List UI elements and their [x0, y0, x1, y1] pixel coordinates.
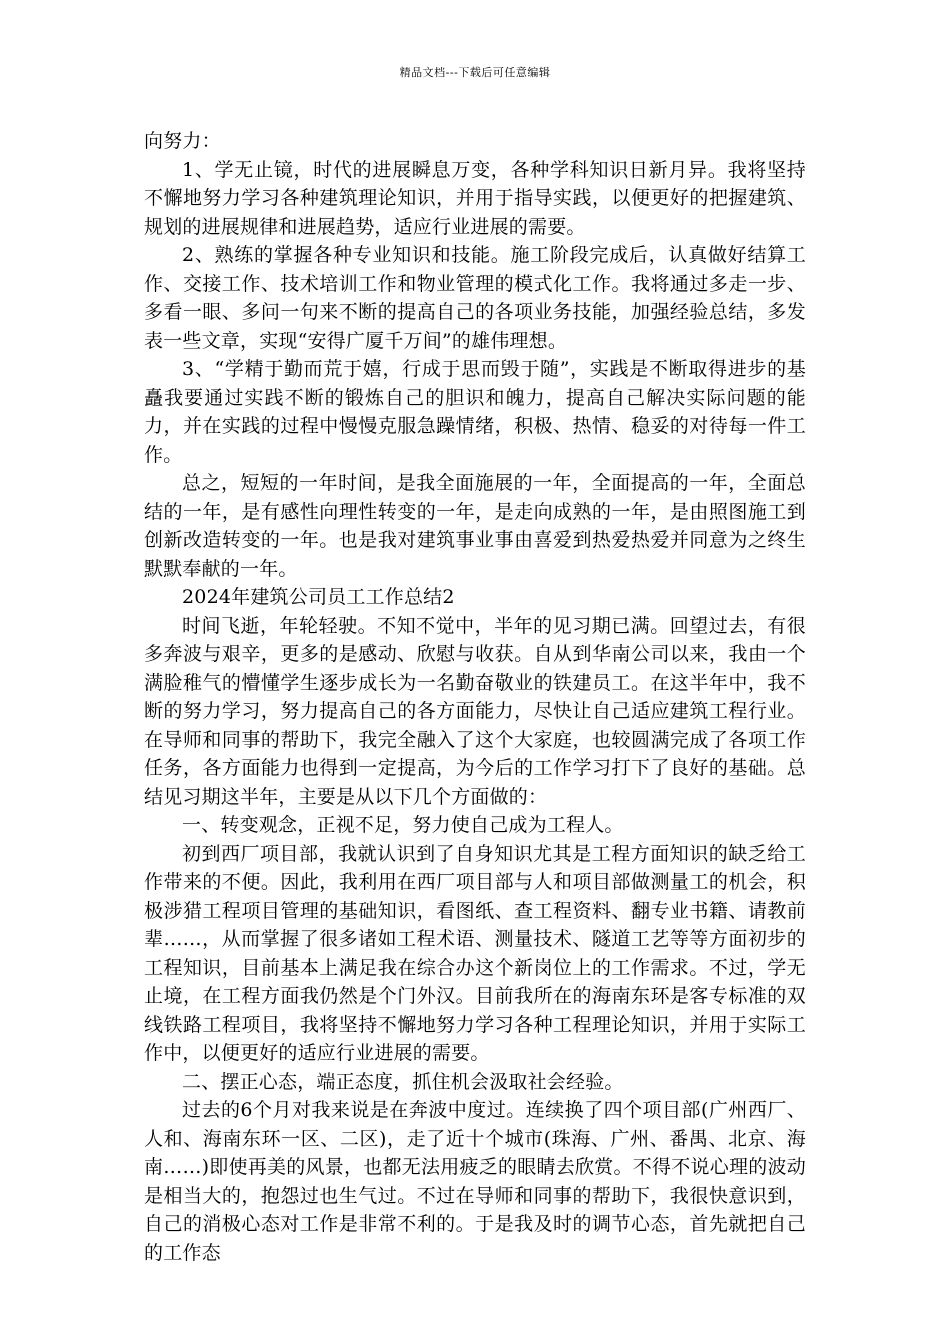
paragraph: 过去的6个月对我来说是在奔波中度过。连续换了四个项目部(广州西厂、人和、海南东环一区、二区)，走了近十个城市(珠海、广州、番禺、北京、海南……)即使再美的风景，也都无法用疲乏的眼睛去欣赏。不得不说心理的波动是相当大的，抱怨过也生气过。不过在导师和同事的帮助下，我很快意识到，自己的消极心态对工作是非常不利的。于是我及时的调节心态，首先就把自己的工作态	[144, 1099, 806, 1264]
paragraph: 时间飞逝，年轮轻驶。不知不觉中，半年的见习期已满。回望过去，有很多奔波与艰辛，更多的是感动、欣慰与收获。自从到华南公司以来，我由一个满脸稚气的懵懂学生逐步成长为一名勤奋敬业的铁建员工。在这半年中，我不断的努力学习，努力提高自己的各方面能力，尽快让自己适应建筑工程行业。在导师和同事的帮助下，我完全融入了这个大家庭，也较圆满完成了各项工作任务，各方面能力也得到一定提高，为今后的工作学习打下了良好的基础。总结见习期这半年，主要是从以下几个方面做的：	[144, 614, 806, 808]
paragraph: 3、“学精于勤而荒于嬉，行成于思而毁于随”，实践是不断取得进步的基矗我要通过实践不断的锻炼自己的胆识和魄力，提高自己解决实际问题的能力，并在实践的过程中慢慢克服急躁情绪，积极、热情、稳妥的对待每一件工作。	[144, 358, 806, 466]
paragraph: 1、学无止镜，时代的进展瞬息万变，各种学科知识日新月异。我将坚持不懈地努力学习各种建筑理论知识，并用于指导实践，以便更好的把握建筑、规划的进展规律和进展趋势，适应行业进展的需要。	[144, 158, 806, 238]
paragraph: 向努力：	[144, 130, 221, 152]
paragraph: 初到西厂项目部，我就认识到了自身知识尤其是工程方面知识的缺乏给工作带来的不便。因此，我利用在西厂项目部与人和项目部做测量工的机会，积极涉猎工程项目管理的基础知识，看图纸、查工程资料、翻专业书籍、请教前辈……，从而掌握了很多诸如工程术语、测量技术、隧道工艺等等方面初步的工程知识，目前基本上满足我在综合办这个新岗位上的工作需求。不过，学无止境，在工程方面我仍然是个门外汉。目前我所在的海南东环是客专标准的双线铁路工程项目，我将坚持不懈地努力学习各种工程理论知识，并用于实际工作中，以便更好的适应行业进展的需要。	[144, 842, 806, 1064]
document-body	[144, 127, 806, 1267]
section-heading: 二、摆正心态，端正态度，抓住机会汲取社会经验。	[182, 1070, 624, 1093]
paragraph: 总之，短短的一年时间，是我全面施展的一年，全面提高的一年，全面总结的一年，是有感性向理性转变的一年，是走向成熟的一年，是由照图施工到创新改造转变的一年。也是我对建筑事业事由喜爱到热爱热爱并同意为之终生默默奉献的一年。	[144, 472, 806, 580]
section-heading: 一、转变观念，正视不足，努力使自己成为工程人。	[182, 814, 624, 836]
page-header: 精品文档---下载后可任意编辑	[399, 66, 551, 79]
paragraph: 2、熟练的掌握各种专业知识和技能。施工阶段完成后，认真做好结算工作、交接工作、技术培训工作和物业管理的模式化工作。我将通过多走一步、多看一眼、多问一句来不断的提高自己的各项业务技能，加强经验总结，多发表一些文章，实现“安得广厦千万间”的雄伟理想。	[144, 244, 806, 352]
section-title: 2024年建筑公司员工工作总结2	[182, 586, 455, 608]
